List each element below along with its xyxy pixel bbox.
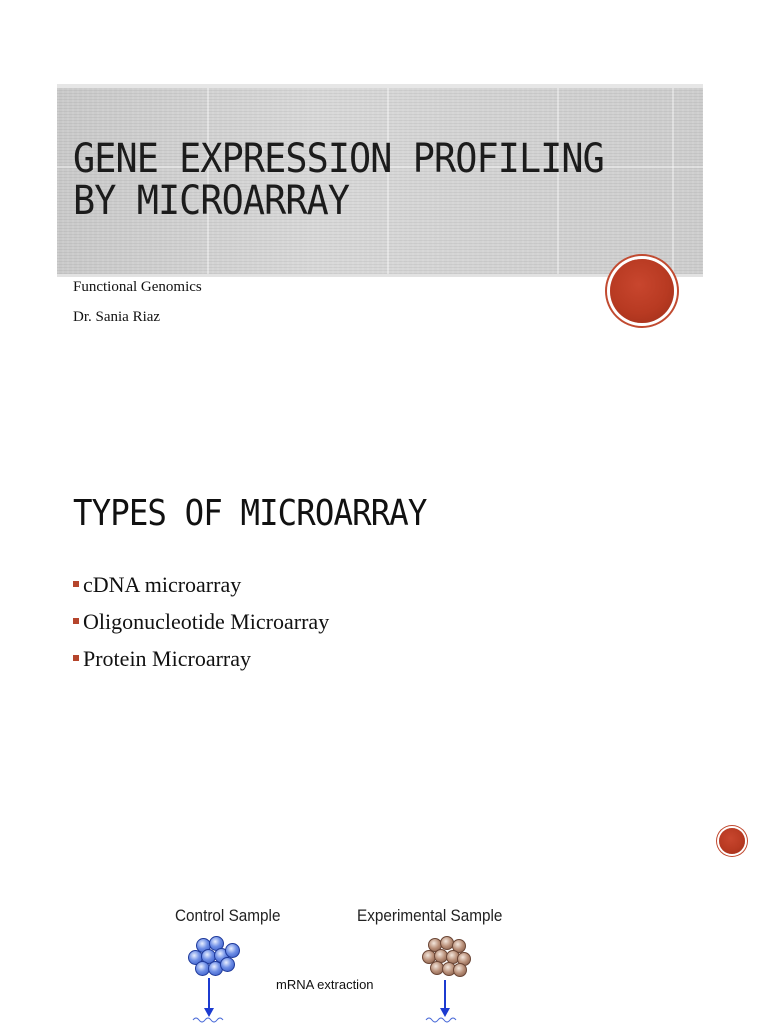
mrna-strand-icon (192, 1015, 226, 1024)
cell-icon (220, 957, 235, 972)
bullet-list (73, 566, 329, 677)
bullet-text: cDNA microarray (83, 572, 242, 597)
down-arrow-icon (208, 978, 210, 1011)
mrna-extraction-label: mRNA extraction (276, 977, 374, 992)
control-sample-label: Control Sample (175, 906, 281, 925)
list-item (73, 566, 329, 603)
banner-texture (672, 88, 674, 274)
subtitle-course: Functional Genomics (73, 279, 202, 295)
cell-icon (453, 963, 467, 977)
mrna-strand-icon (425, 1015, 459, 1024)
section-title: TYPES OF MICROARRAY (73, 493, 427, 534)
accent-circle (610, 259, 674, 323)
list-item (73, 603, 329, 640)
slide-title: GENE EXPRESSION PROFILING BY MICROARRAY (73, 136, 604, 224)
bullet-icon (73, 655, 79, 661)
cell-icon (225, 943, 240, 958)
experimental-sample-label: Experimental Sample (357, 906, 503, 925)
subtitle-author: Dr. Sania Riaz (73, 309, 161, 325)
accent-circle (719, 828, 745, 854)
bullet-text: Oligonucleotide Microarray (83, 609, 330, 634)
bullet-icon (73, 618, 79, 624)
down-arrow-icon (444, 980, 446, 1011)
bullet-icon (73, 581, 79, 587)
bullet-text: Protein Microarray (83, 646, 251, 671)
list-item (73, 640, 329, 677)
